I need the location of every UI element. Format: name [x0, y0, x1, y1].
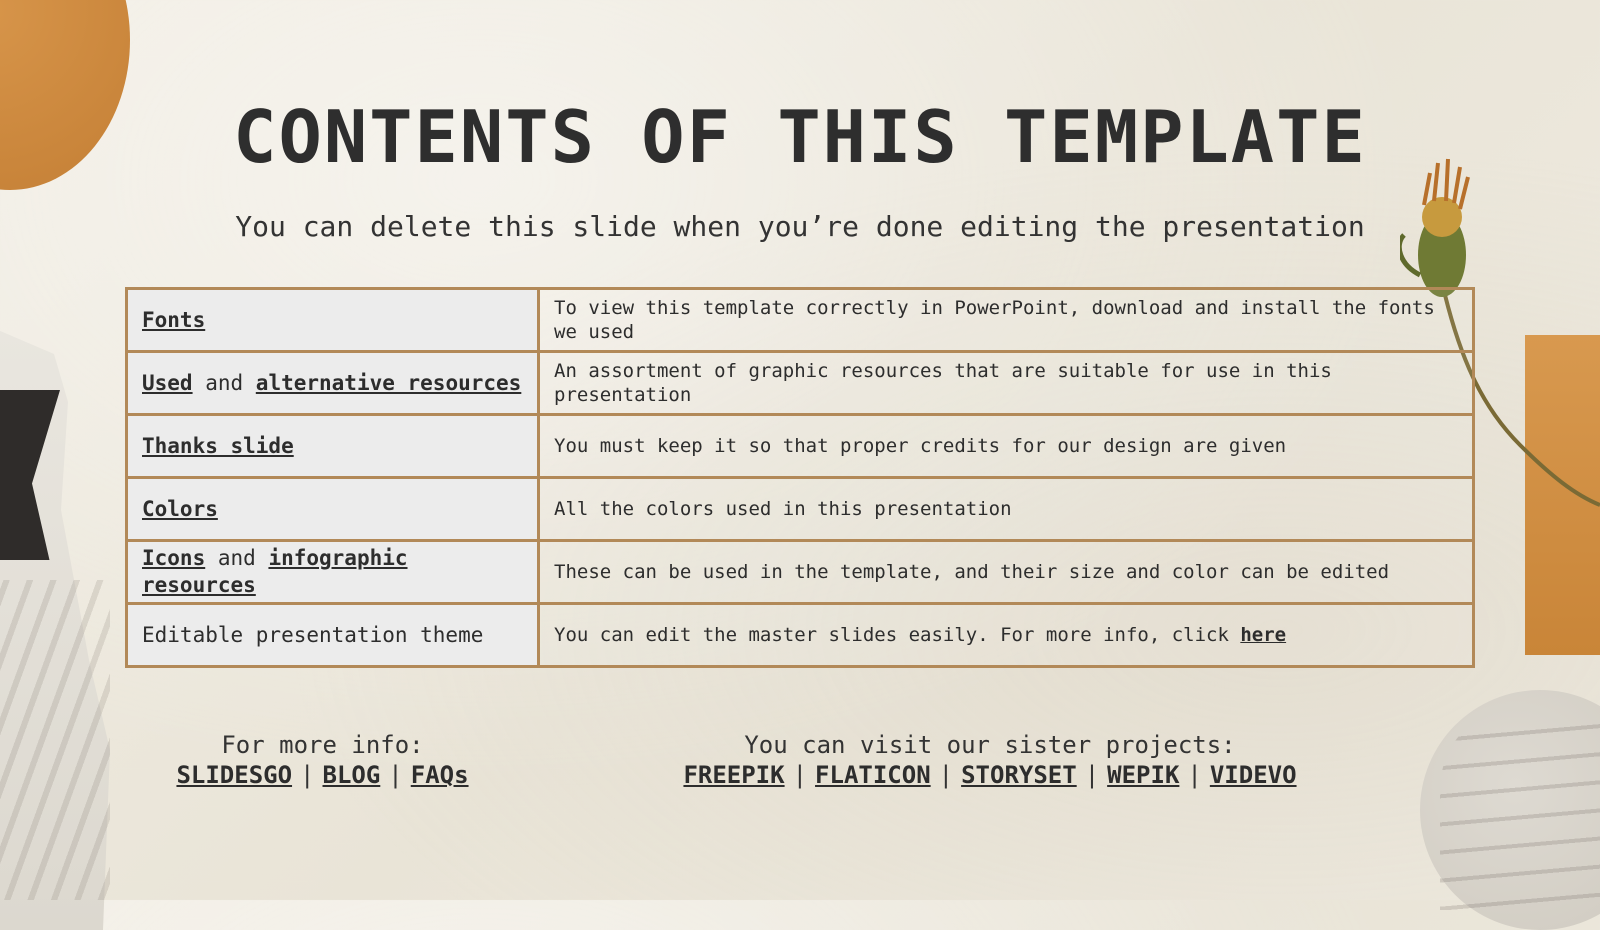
- sister-storyset-link[interactable]: STORYSET: [961, 761, 1077, 789]
- resource-description-cell: [539, 541, 1474, 604]
- footer-more-info-links: [130, 760, 515, 790]
- cell-text: These can be used in the template, and their size and color can be edited: [554, 561, 1390, 583]
- footer-sister-projects: [590, 730, 1390, 790]
- sister-flaticon-link[interactable]: FLATICON: [815, 761, 931, 789]
- cell-text: and: [192, 370, 256, 395]
- table-row: [127, 478, 1474, 541]
- resource-description-cell: [539, 478, 1474, 541]
- page-subtitle: You can delete this slide when you’re done editing the presentation: [235, 210, 1365, 243]
- footer-sister-projects-links: [590, 760, 1390, 790]
- table-row: [127, 289, 1474, 352]
- resource-name-cell: [127, 415, 539, 478]
- footer-sister-projects-heading: You can visit our sister projects:: [744, 731, 1236, 759]
- resource-description-cell: [539, 352, 1474, 415]
- footer-more-info-heading: For more info:: [221, 731, 424, 759]
- table-row: [127, 604, 1474, 667]
- footer-slidesgo-link[interactable]: SLIDESGO: [176, 761, 293, 789]
- footer-faqs-link[interactable]: FAQs: [410, 761, 469, 789]
- resource-name-cell: [127, 541, 539, 604]
- link-separator: |: [1084, 761, 1100, 789]
- link-separator: |: [1187, 761, 1202, 789]
- cell-text: You can edit the master slides easily. For more info, click: [554, 624, 1241, 646]
- table-row: [127, 415, 1474, 478]
- resource-name-cell: [127, 352, 539, 415]
- table-row: [127, 352, 1474, 415]
- resource-description-cell: [539, 415, 1474, 478]
- resource-name-cell: [127, 289, 539, 352]
- newspaper-text-fragment-right: [1440, 710, 1600, 910]
- resource-link[interactable]: Used: [142, 370, 193, 395]
- cell-text: To view this template correctly in PowerPoint, download and install the fonts we used: [554, 297, 1435, 343]
- footer-more-info: [130, 730, 515, 790]
- link-separator: |: [388, 761, 403, 789]
- table-row: [127, 541, 1474, 604]
- newspaper-text-fragment-left: [0, 580, 110, 900]
- cell-text: You must keep it so that proper credits for our design are given: [554, 435, 1287, 457]
- resource-link[interactable]: alternative resources: [255, 370, 522, 395]
- resource-link[interactable]: Colors: [142, 496, 218, 521]
- link-separator: |: [300, 761, 315, 789]
- cell-text: All the colors used in this presentation: [554, 498, 1012, 520]
- resource-link[interactable]: Fonts: [142, 307, 206, 332]
- link-separator: |: [938, 761, 954, 789]
- resource-link[interactable]: here: [1240, 624, 1287, 646]
- resource-description-cell: [539, 604, 1474, 667]
- resource-link[interactable]: infographic resources: [142, 546, 408, 597]
- resource-description-cell: [539, 289, 1474, 352]
- sister-freepik-link[interactable]: FREEPIK: [683, 761, 785, 789]
- link-separator: |: [792, 761, 808, 789]
- footer-blog-link[interactable]: BLOG: [322, 761, 381, 789]
- cell-text: and: [205, 546, 269, 570]
- contents-table: [125, 287, 1475, 668]
- resource-name-cell: [127, 478, 539, 541]
- resource-link[interactable]: Thanks slide: [142, 433, 294, 458]
- sister-wepik-link[interactable]: WEPIK: [1107, 761, 1180, 789]
- resource-link[interactable]: Icons: [142, 546, 206, 570]
- cell-text: Editable presentation theme: [142, 622, 484, 647]
- sister-videvo-link[interactable]: VIDEVO: [1209, 761, 1297, 789]
- page-title: CONTENTS OF THIS TEMPLATE: [233, 95, 1367, 179]
- cell-text: An assortment of graphic resources that are suitable for use in this presentation: [554, 360, 1332, 406]
- resource-name-cell: [127, 604, 539, 667]
